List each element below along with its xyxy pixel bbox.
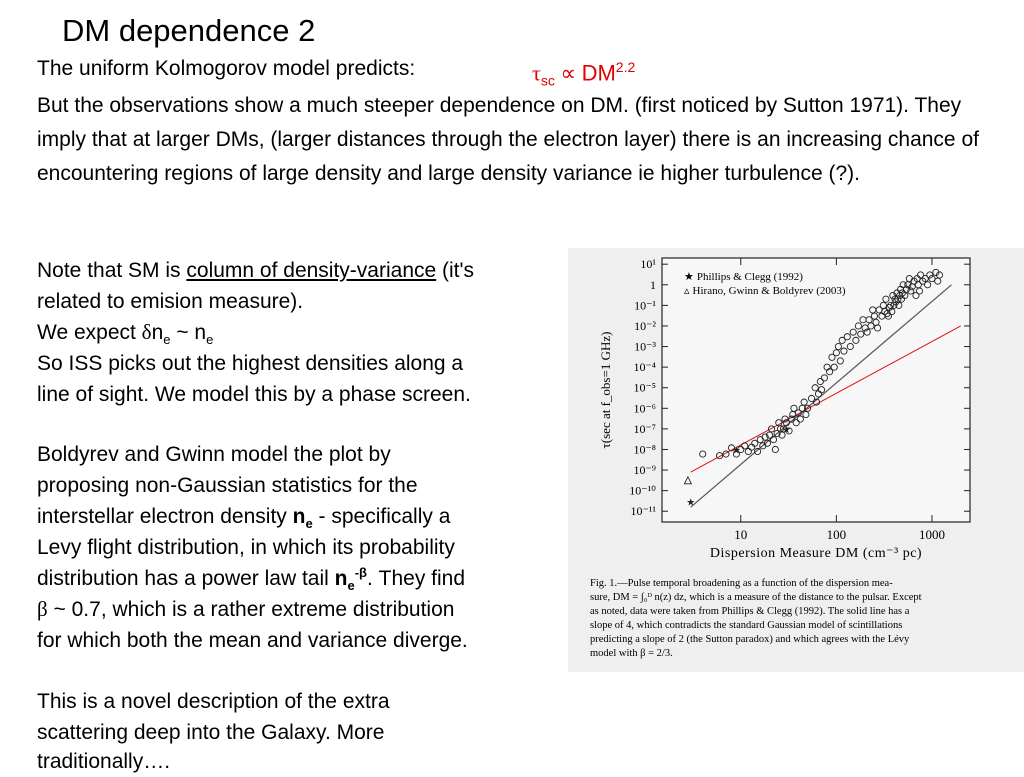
y-tick-label: 10⁻⁹ — [633, 463, 656, 478]
model-line-6-b: ~ 0.7, which is a rather extreme distribution — [47, 598, 455, 621]
density-subscript-2: e — [206, 332, 214, 348]
closing-line-3: traditionally…. — [37, 750, 171, 773]
expect-line — [37, 317, 213, 348]
proportional-symbol: ∝ — [554, 60, 582, 86]
prediction-line: The uniform Kolmogorov model predicts: — [37, 57, 416, 80]
caption-line-3: as noted, data were taken from Phillips & Clegg (1992). The solid line has a — [590, 606, 910, 617]
density-subscript: e — [163, 332, 171, 348]
y-tick-label: 10⁻⁷ — [633, 421, 656, 436]
x-tick-label: 1000 — [918, 527, 945, 542]
model-line-2: proposing non-Gaussian statistics for the — [37, 474, 418, 497]
observation-paragraph: But the observations show a much steeper dependence on DM. (first noticed by Sutton 1971). They imply that at larger DMs, (larger distances through the electron layer) there is an increasing chance of encountering regions of large density and large density variance ie higher turbulence (?). — [37, 94, 979, 185]
closing-line-1: This is a novel description of the extra — [37, 690, 390, 713]
caption-line-6: model with β = 2/3. — [590, 648, 673, 659]
model-line-3-d: - specifically a — [312, 505, 451, 528]
formula-exponent: 2.2 — [615, 59, 636, 75]
model-line-7: for which both the mean and variance diverge. — [37, 629, 468, 652]
density-bold-n: n — [292, 505, 306, 528]
tau-subscript: sc — [540, 72, 555, 89]
y-tick-label: 10⁻¹⁰ — [629, 483, 656, 498]
expect-prefix: We expect — [37, 321, 142, 344]
caption-line-2: sure, DM = ∫₀ᴰ n(z) dz, which is a measure of the distance to the pulsar. Except — [590, 592, 922, 603]
caption-line-1: Fig. 1.—Pulse temporal broadening as a function of the dispersion mea- — [590, 578, 893, 589]
tail-exponent: -β — [354, 565, 367, 580]
x-tick-label: 100 — [826, 527, 847, 542]
scatter-figure — [568, 248, 1024, 672]
delta-symbol: δ — [141, 320, 152, 344]
star-point: ★ — [686, 497, 696, 509]
y-tick-label: 10⁻⁶ — [633, 401, 656, 416]
model-line-6 — [37, 594, 454, 625]
y-tick-label: 1 — [650, 277, 656, 292]
note-suffix: (it's — [436, 259, 475, 282]
formula-dm: DM — [581, 60, 616, 86]
star-point: ★ — [781, 424, 791, 436]
y-tick-label: 10⁻⁴ — [633, 360, 656, 375]
y-tick-label: 10¹ — [640, 257, 656, 272]
iss-line-2: line of sight. We model this by a phase screen. — [37, 383, 471, 406]
y-axis-label: τ(sec at f_obs=1 GHz) — [598, 331, 613, 449]
model-line-3 — [37, 501, 450, 532]
caption-line-5: predicting a slope of 2 (the Sutton paradox) and which agrees with the Lévy — [590, 634, 910, 645]
note-line-1 — [37, 255, 474, 286]
density-bold-e: e — [305, 516, 313, 532]
x-tick-label: 10 — [734, 527, 748, 542]
caption-line-4: slope of 4, which contradicts the standard Gaussian model of scintillations — [590, 620, 903, 631]
star-point: ★ — [731, 445, 741, 457]
note-prefix: Note that SM is — [37, 259, 187, 282]
legend-entry-1: ★ Phillips & Clegg (1992) — [684, 271, 803, 283]
plot-frame — [662, 258, 970, 522]
model-line-3-a: interstellar electron density — [37, 505, 293, 528]
scatter-plot-svg — [568, 248, 1024, 672]
y-tick-label: 10⁻⁵ — [633, 380, 656, 395]
y-tick-label: 10⁻¹ — [634, 298, 656, 313]
tilde-n: ~ n — [170, 321, 207, 344]
y-tick-label: 10⁻³ — [634, 339, 656, 354]
model-line-5-a: distribution has a power law tail — [37, 567, 335, 590]
tail-bold-n: n — [334, 567, 348, 590]
density-n: n — [151, 321, 164, 344]
y-tick-label: 10⁻² — [634, 318, 656, 333]
note-line-2: related to emision measure). — [37, 290, 304, 313]
tail-bold-e: e — [347, 578, 355, 594]
closing-line-2: scattering deep into the Galaxy. More — [37, 721, 385, 744]
y-tick-label: 10⁻¹¹ — [630, 504, 656, 519]
slide-title: DM dependence 2 — [62, 13, 316, 48]
density-variance-link: column of density-variance — [186, 259, 437, 282]
legend-entry-2: ▵ Hirano, Gwinn & Boldyrev (2003) — [684, 285, 846, 297]
model-line-5-e: . They find — [366, 567, 466, 590]
iss-line-1: So ISS picks out the highest densities along a — [37, 352, 464, 375]
tau-symbol: τ — [532, 60, 541, 86]
beta-symbol: β — [37, 597, 48, 621]
model-line-1: Boldyrev and Gwinn model the plot by — [37, 443, 391, 466]
model-line-5 — [37, 563, 465, 594]
x-axis-label: Dispersion Measure DM (cm⁻³ pc) — [709, 546, 923, 561]
model-line-4: Levy flight distribution, in which its probability — [37, 536, 455, 559]
y-tick-label: 10⁻⁸ — [633, 442, 656, 457]
